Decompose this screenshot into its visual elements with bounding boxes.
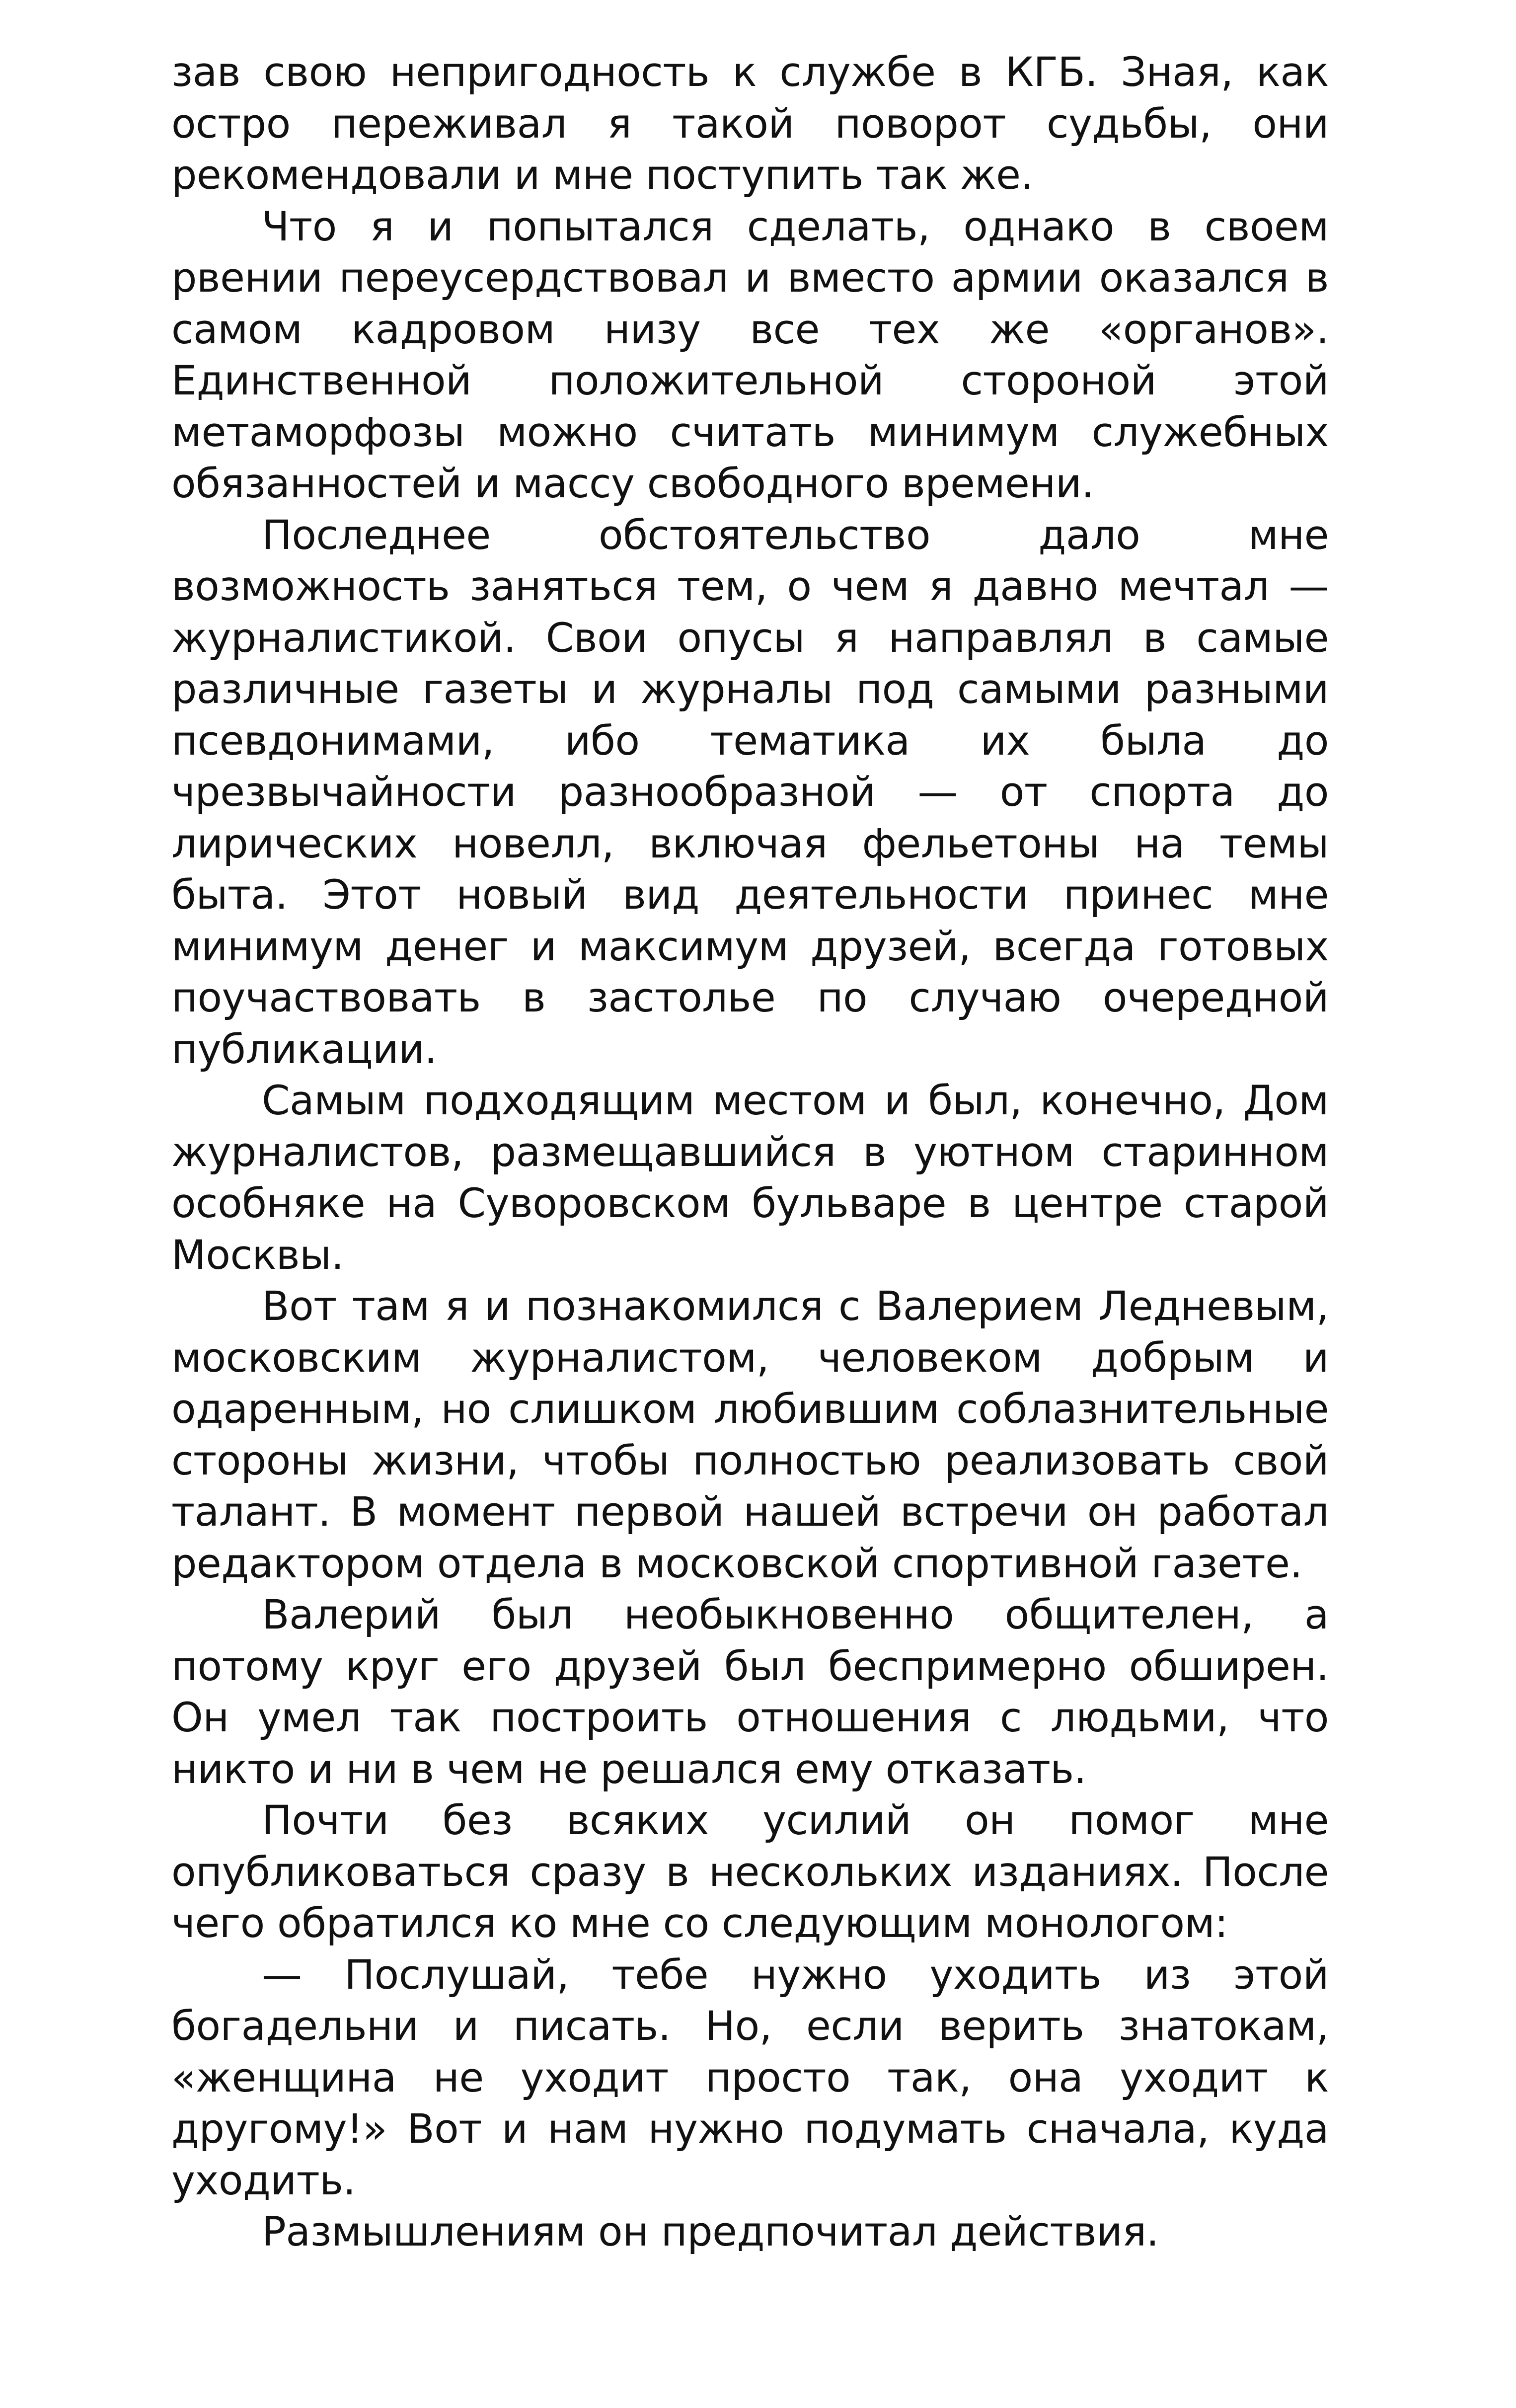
paragraph: Валерий был необыкновенно общителен, а потому круг его друзей был беспримерно обширен. Он умел так построить отношения с людьми, что никто и ни в чем не решался ему отказать.	[171, 1592, 1329, 1793]
paragraph: Что я и попытался сделать, однако в своем рвении переусердствовал и вместо армии оказался в самом кадровом низу все тех же «органов». Единственной положительной стороной этой метаморфозы можно считать минимум служебных обязанностей и массу свободного времени.	[171, 203, 1329, 507]
paragraph: Размышлениям он предпочитал действия.	[262, 2209, 1159, 2255]
paragraph: Почти без всяких усилий он помог мне опубликоваться сразу в нескольких изданиях. После чего обратился ко мне со следующим монологом:	[171, 1797, 1329, 1947]
book-page-text	[171, 47, 1329, 2258]
paragraph: Вот там я и познакомился с Валерием Ледневым, московским журналистом, человеком добрым и одаренным, но слишком любившим соблазнительные стороны жизни, чтобы полностью реализовать свой талант. В момент первой нашей встречи он работал редактором отдела в московской спортивной газете.	[171, 1283, 1329, 1587]
paragraph-dialogue: — Послушай, тебе нужно уходить из этой богадельни и писать. Но, если верить знатокам, «женщина не уходит просто так, она уходит к другому!» Вот и нам нужно подумать сначала, куда уходить.	[171, 1951, 1329, 2204]
paragraph-continuation: зав свою непригодность к службе в КГБ. Зная, как остро переживал я такой поворот судьбы, они рекомендовали и мне поступить так же.	[171, 49, 1329, 199]
paragraph: Последнее обстоятельство дало мне возможность заняться тем, о чем я давно мечтал — журналистикой. Свои опусы я направлял в самые различные газеты и журналы под самыми разными псевдонимами, ибо тематика их была до чрезвычайности разнообразной — от спорта до лирических новелл, включая фельетоны на темы быта. Этот новый вид деятельности принес мне минимум денег и максимум друзей, всегда готовых поучаствовать в застолье по случаю очередной публикации.	[171, 512, 1329, 1073]
paragraph: Самым подходящим местом и был, конечно, Дом журналистов, размещавшийся в уютном старинном особняке на Суворовском бульваре в центре старой Москвы.	[171, 1078, 1329, 1279]
